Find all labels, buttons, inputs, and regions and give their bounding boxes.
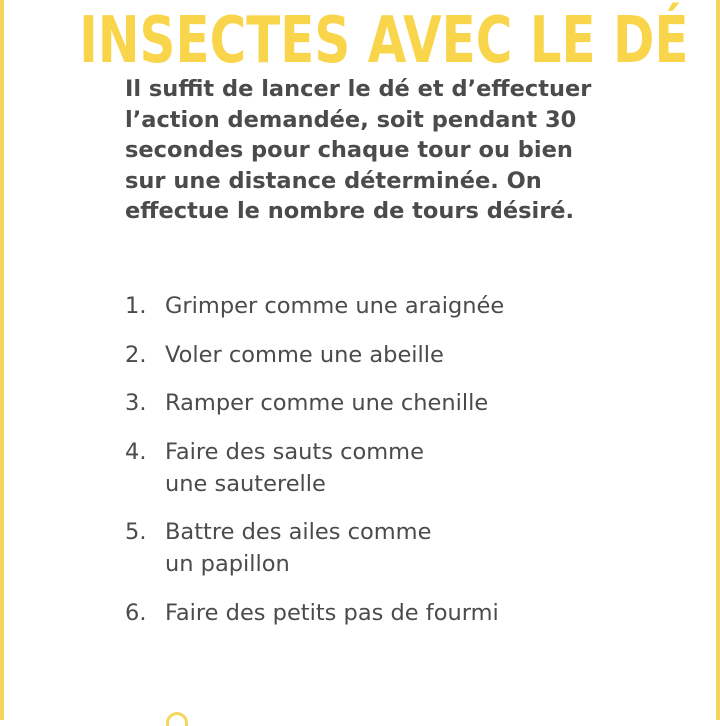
step-text: Grimper comme une araignée [165, 293, 505, 319]
step-text: Voler comme une abeille [165, 341, 444, 368]
list-item [125, 436, 605, 500]
steps-list [125, 290, 605, 645]
list-item [125, 290, 605, 322]
list-item [125, 516, 605, 580]
page-title: INSECTES AVEC LE DÉ [79, 3, 689, 78]
step-text: Battre des ailes comme un papillon [165, 519, 432, 577]
list-item [125, 387, 605, 419]
intro-paragraph: Il suffit de lancer le dé et d’effectuer l’action demandée, soit pendant 30 secondes pour chaque tour ou bien sur une distance déterminée. On effectue le nombre de tours désiré. [125, 76, 592, 225]
list-item [125, 597, 605, 629]
step-number: 1. [125, 293, 147, 319]
step-number: 5. [125, 519, 147, 545]
step-number: 6. [125, 599, 147, 626]
step-text: Ramper comme une chenille [165, 390, 489, 416]
step-number: 4. [125, 438, 147, 465]
list-item [125, 339, 605, 371]
step-number: 3. [125, 390, 147, 416]
step-text: Faire des sauts comme une sauterelle [165, 438, 424, 497]
step-number: 2. [125, 341, 147, 368]
step-text: Faire des petits pas de fourmi [165, 599, 499, 626]
